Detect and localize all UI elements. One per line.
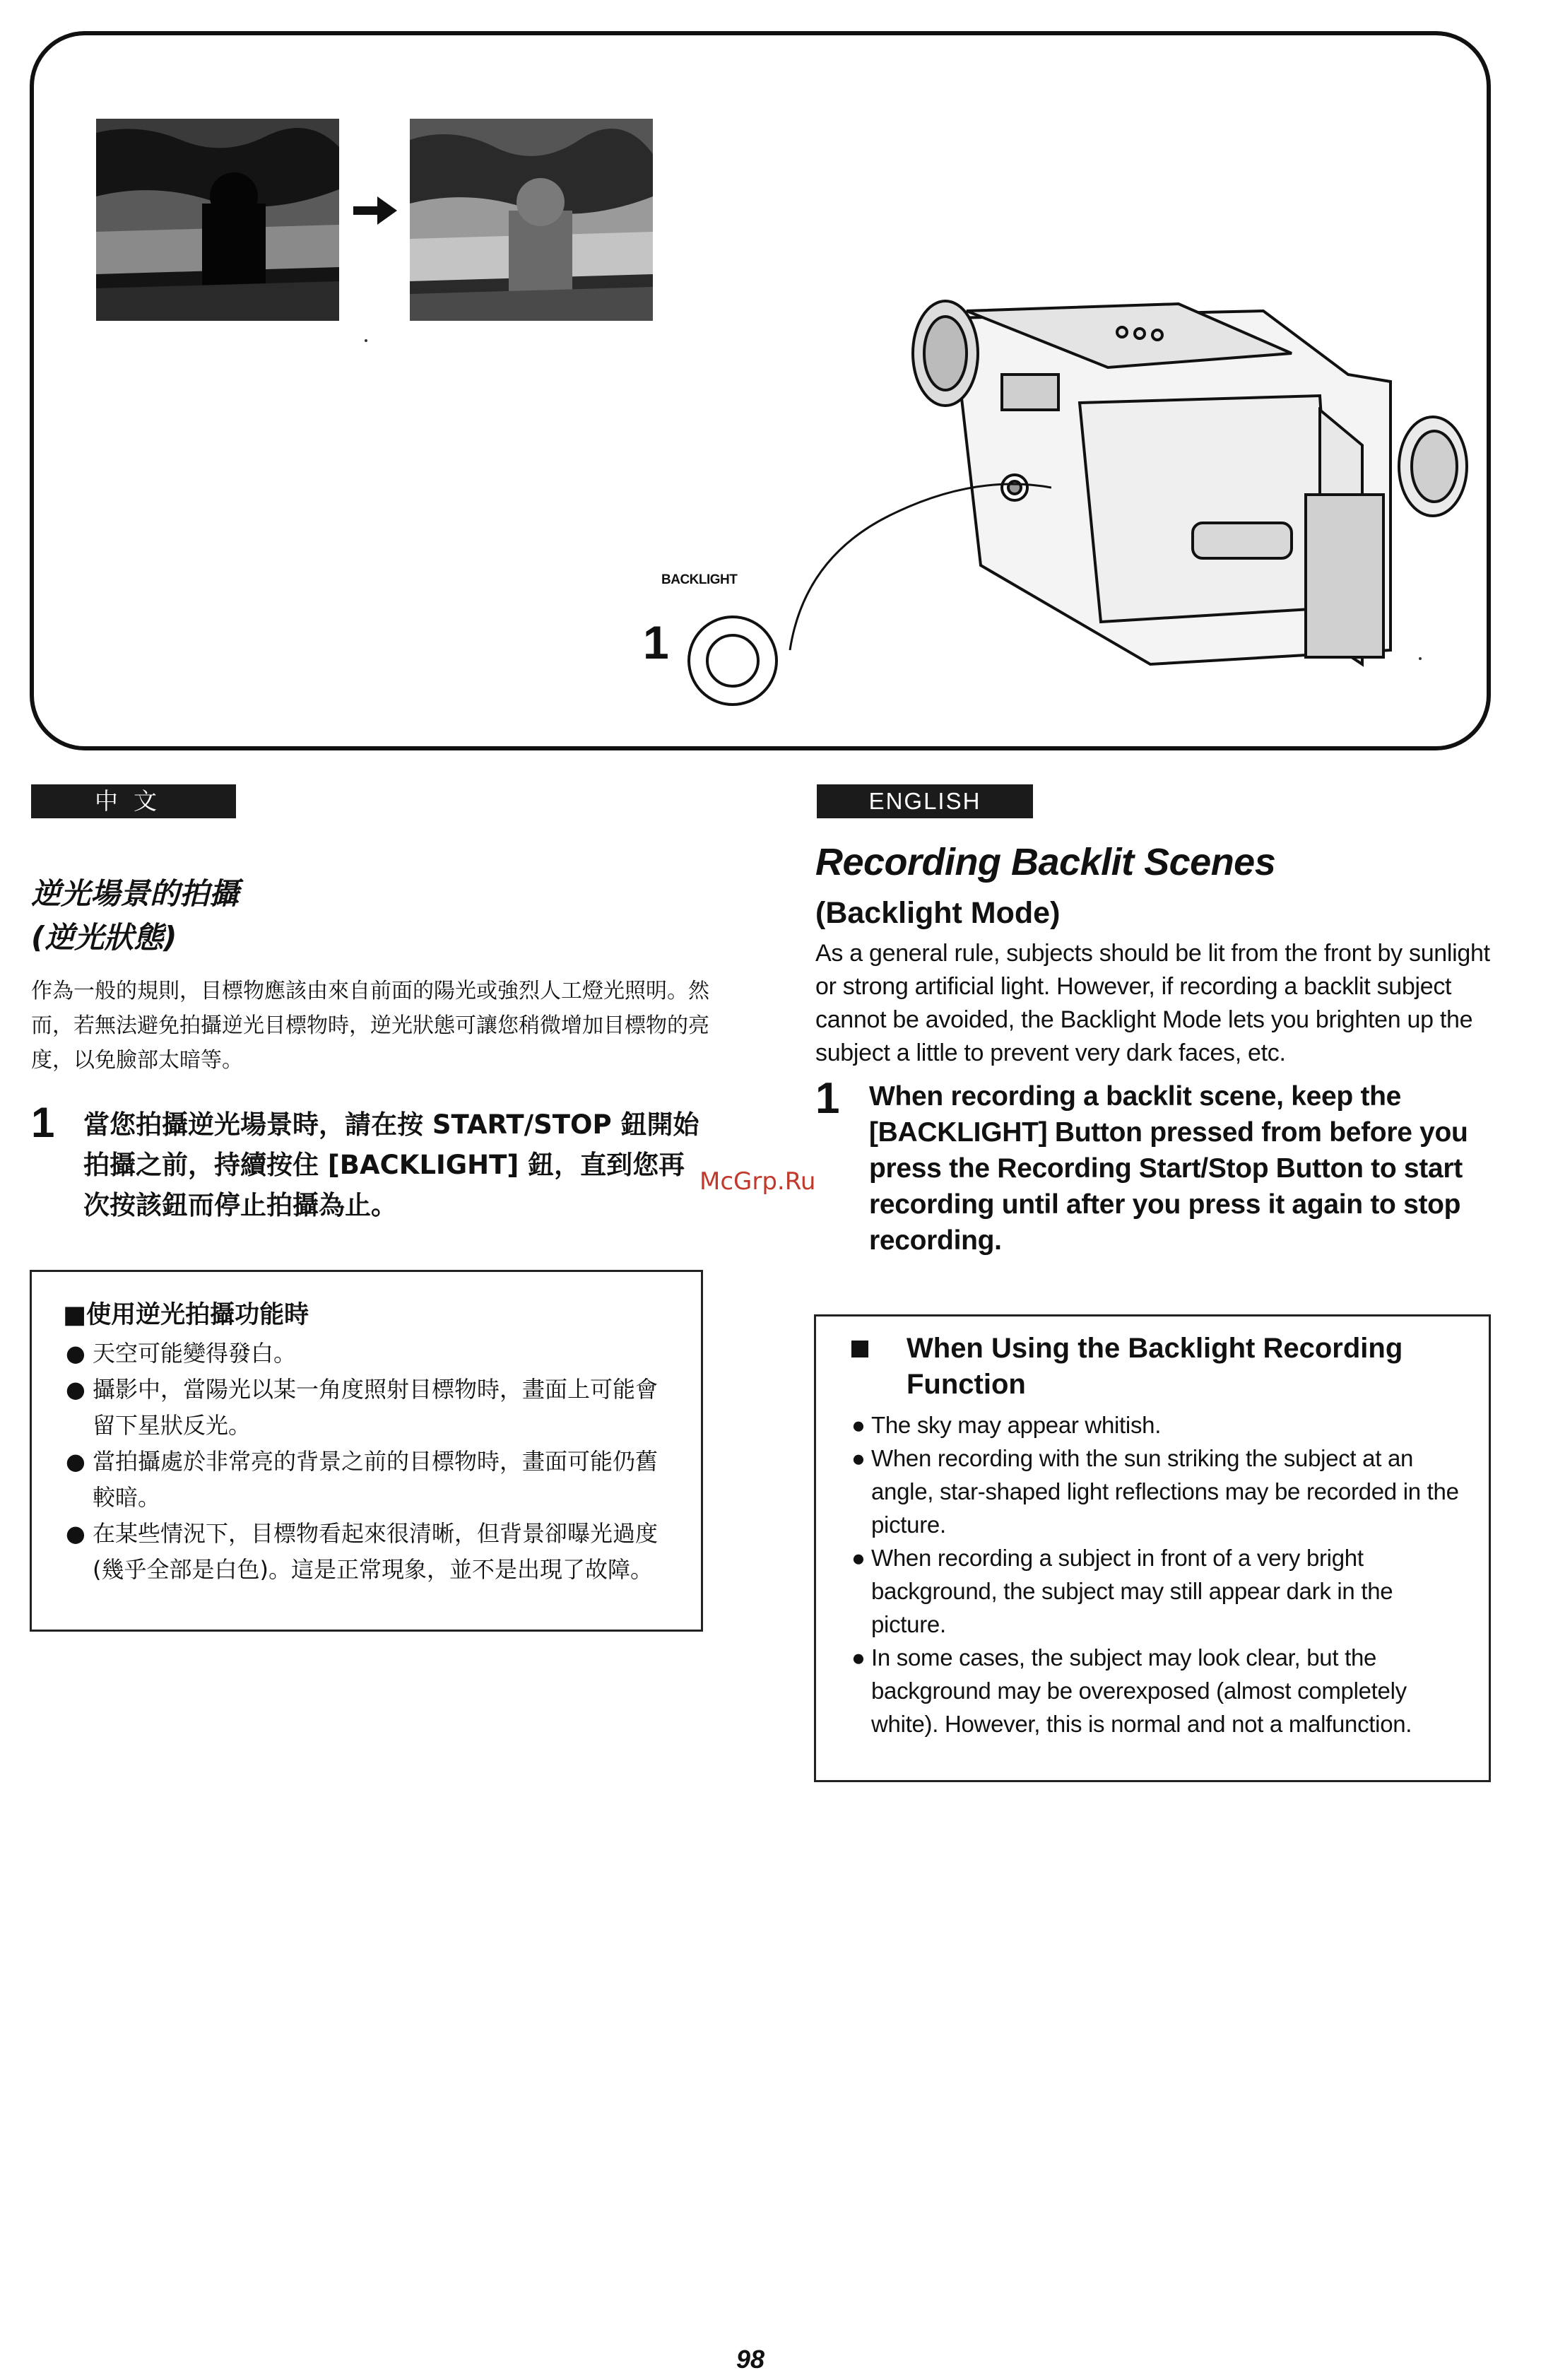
english-column	[815, 834, 1494, 1259]
list-item: ● 攝影中，當陽光以某一角度照射目標物時，畫面上可能會留下星狀反光。	[63, 1372, 670, 1444]
chinese-step-text: 當您拍攝逆光場景時，請在按 START/STOP 鈕開始拍攝之前，持續按住 [BACKLIGHT] 鈕，直到您再次按該鈕而停止拍攝為止。	[83, 1109, 699, 1220]
chinese-intro: 作為一般的規則，目標物應該由來自前面的陽光或強烈人工燈光照明。然而，若無法避免拍攝逆光目標物時，逆光狀態可讓您稍微增加目標物的亮度，以免臉部太暗等。	[31, 979, 709, 1073]
english-subtitle: (Backlight Mode)	[815, 896, 1061, 930]
list-item: ● The sky may appear whitish.	[851, 1408, 1460, 1442]
photo-before-backlight	[96, 119, 339, 321]
bullet-icon: ●	[66, 1520, 85, 1547]
chinese-note-heading: ■使用逆光拍攝功能時	[63, 1301, 309, 1329]
list-item: ● When recording a subject in front of a very bright background, the subject may still appear dark in the picture.	[851, 1541, 1460, 1641]
english-note-heading: When Using the Backlight Recording Function	[851, 1331, 1460, 1403]
bullet-icon: ●	[66, 1448, 85, 1475]
step-number: 1	[815, 1074, 840, 1123]
print-speck	[1419, 657, 1422, 660]
chinese-column	[31, 872, 709, 1225]
list-item: ● 天空可能變得發白。	[63, 1336, 670, 1372]
step-number: 1	[31, 1099, 55, 1146]
bullet-icon: ●	[66, 1376, 85, 1403]
english-title: Recording Backlit Scenes	[815, 841, 1276, 883]
watermark-text: McGrp.Ru	[699, 1167, 816, 1196]
backlight-label: BACKLIGHT	[661, 572, 738, 587]
list-item: ● In some cases, the subject may look clear, but the background may be overexposed (almost completely white). However, this is normal and not a malfunction.	[851, 1641, 1460, 1740]
list-item: ● When recording with the sun striking the subject at an angle, star-shaped light reflections may be recorded in the picture.	[851, 1442, 1460, 1541]
chinese-note-box	[30, 1270, 703, 1632]
bullet-icon: ●	[851, 1412, 866, 1438]
backlight-button-icon	[684, 612, 781, 709]
step-callout-number: 1	[643, 616, 669, 668]
english-note-list	[851, 1408, 1460, 1740]
english-intro: As a general rule, subjects should be lit from the front by sunlight or strong artificial light. However, if recording a backlit subject cannot be avoided, the Backlight Mode lets you brighten up the subject a little to prevent very dark faces, etc.	[815, 940, 1490, 1066]
page-number: 98	[736, 2345, 765, 2374]
bullet-icon: ●	[851, 1445, 866, 1471]
arrow-right-icon	[353, 192, 397, 229]
chinese-note-list	[63, 1336, 670, 1588]
bullet-icon: ●	[66, 1340, 85, 1367]
bullet-icon: ●	[851, 1644, 866, 1671]
english-step-1	[815, 1074, 1494, 1259]
chinese-title	[31, 872, 709, 960]
chinese-title-line1: 逆光場景的拍攝	[31, 876, 240, 911]
illustration-panel	[30, 31, 1491, 750]
bullet-icon: ●	[851, 1545, 866, 1571]
english-note-box	[814, 1314, 1491, 1782]
square-bullet-icon	[851, 1341, 868, 1357]
photo-after-backlight	[410, 119, 653, 321]
list-item: ● 當拍攝處於非常亮的背景之前的目標物時，畫面可能仍舊較暗。	[63, 1444, 670, 1516]
chinese-title-line2: (逆光狀態)	[31, 920, 177, 955]
chinese-step-1	[31, 1099, 709, 1225]
english-step-text: When recording a backlit scene, keep the [BACKLIGHT] Button pressed from before you press the Recording Start/Stop Button to start recording until after you press it again to stop recording.	[869, 1081, 1468, 1256]
language-tab-chinese: 中文	[31, 784, 236, 818]
language-tab-english: ENGLISH	[817, 784, 1033, 818]
callout-leader-line	[783, 473, 1051, 657]
list-item: ● 在某些情況下，目標物看起來很清晰，但背景卻曝光過度(幾乎全部是白色)。這是正常現象，並不是出現了故障。	[63, 1516, 670, 1588]
print-speck	[365, 339, 367, 342]
